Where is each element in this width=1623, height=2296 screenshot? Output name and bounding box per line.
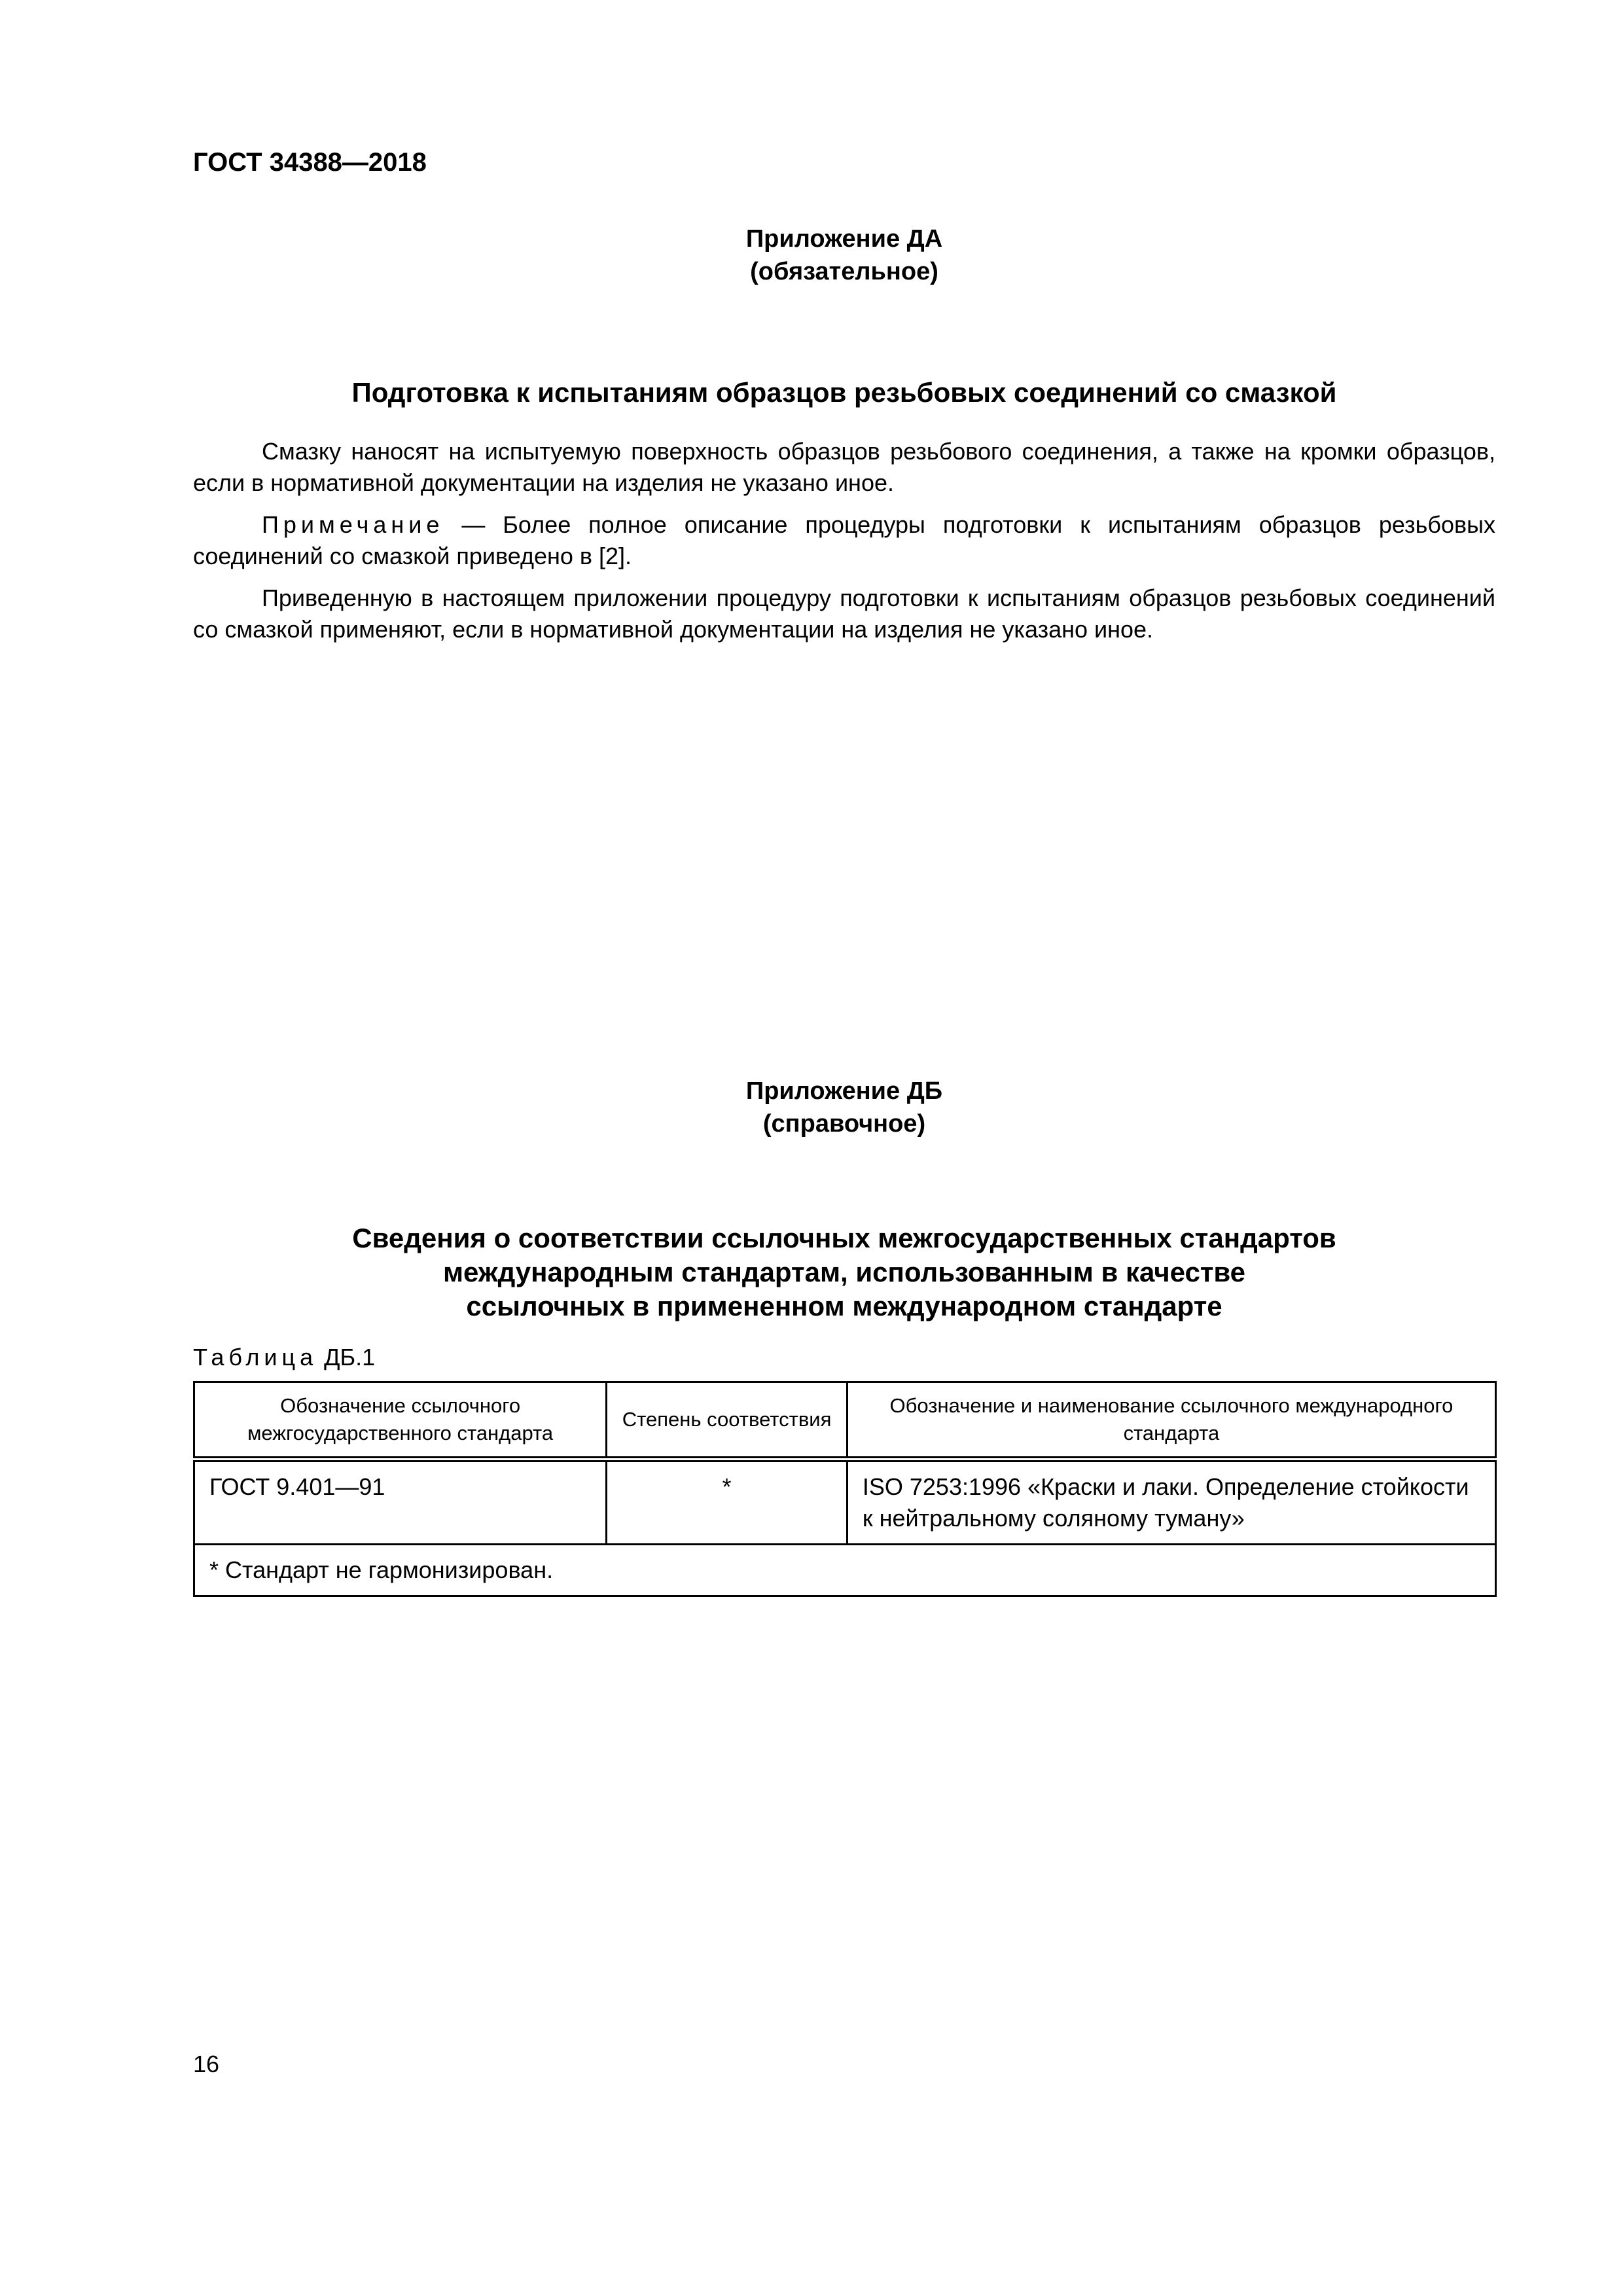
annex-db-title-line-3: ссылочных в примененном международном стандарте [466, 1291, 1222, 1321]
cell-international: ISO 7253:1996 «Краски и лаки. Определение стойкости к нейтральному соляному туману» [847, 1460, 1495, 1545]
annex-db-status: (справочное) [762, 1110, 926, 1138]
table-caption [193, 1342, 375, 1373]
annex-da-heading [193, 223, 1495, 288]
table-footnote-row [194, 1545, 1496, 1596]
annex-db-heading [193, 1075, 1495, 1140]
reference-standards-table [193, 1381, 1497, 1597]
annex-da-paragraph-1: Смазку наносят на испытуемую поверхность образцов резьбового соединения, а также на кромки образцов, если в нормативной документации на изделия не указано иное. [193, 438, 1495, 496]
annex-da-status: (обязательное) [750, 258, 938, 285]
header-degree-of-conformity: Степень соответствия [607, 1382, 847, 1460]
annex-da-note [193, 509, 1495, 572]
annex-db-title [193, 1221, 1495, 1323]
cell-degree: * [607, 1460, 847, 1545]
table-header-row [194, 1382, 1496, 1460]
note-label: Примечание [262, 511, 444, 538]
annex-db-title-line-1: Сведения о соответствии ссылочных межгосударственных стандартов [352, 1223, 1336, 1253]
document-id: ГОСТ 34388—2018 [193, 148, 427, 177]
header-international-standard: Обозначение и наименование ссылочного международного стандарта [847, 1382, 1495, 1460]
table-footnote: * Стандарт не гармонизирован. [194, 1545, 1496, 1596]
note-text: — Более полное описание процедуры подготовки к испытаниям образцов резьбовых соединений со смазкой приведено в [2]. [193, 511, 1495, 569]
header-interstate-standard: Обозначение ссылочного межгосударственного стандарта [194, 1382, 607, 1460]
annex-db-label: Приложение ДБ [745, 1077, 943, 1105]
table-caption-label: Таблица [193, 1344, 318, 1371]
table-row [194, 1460, 1496, 1545]
table-caption-number: ДБ.1 [317, 1344, 376, 1371]
annex-da-title: Подготовка к испытаниям образцов резьбовых соединений со смазкой [351, 377, 1337, 408]
annex-db-title-line-2: международным стандартам, использованным в качестве [442, 1257, 1246, 1287]
annex-da-label: Приложение ДА [745, 225, 943, 253]
page-number: 16 [193, 2051, 220, 2077]
cell-designation: ГОСТ 9.401—91 [194, 1460, 607, 1545]
annex-da-paragraph-2: Приведенную в настоящем приложении процедуру подготовки к испытаниям образцов резьбовых соединений со смазкой применяют, если в нормативной документации на изделия не указано иное. [193, 584, 1495, 643]
